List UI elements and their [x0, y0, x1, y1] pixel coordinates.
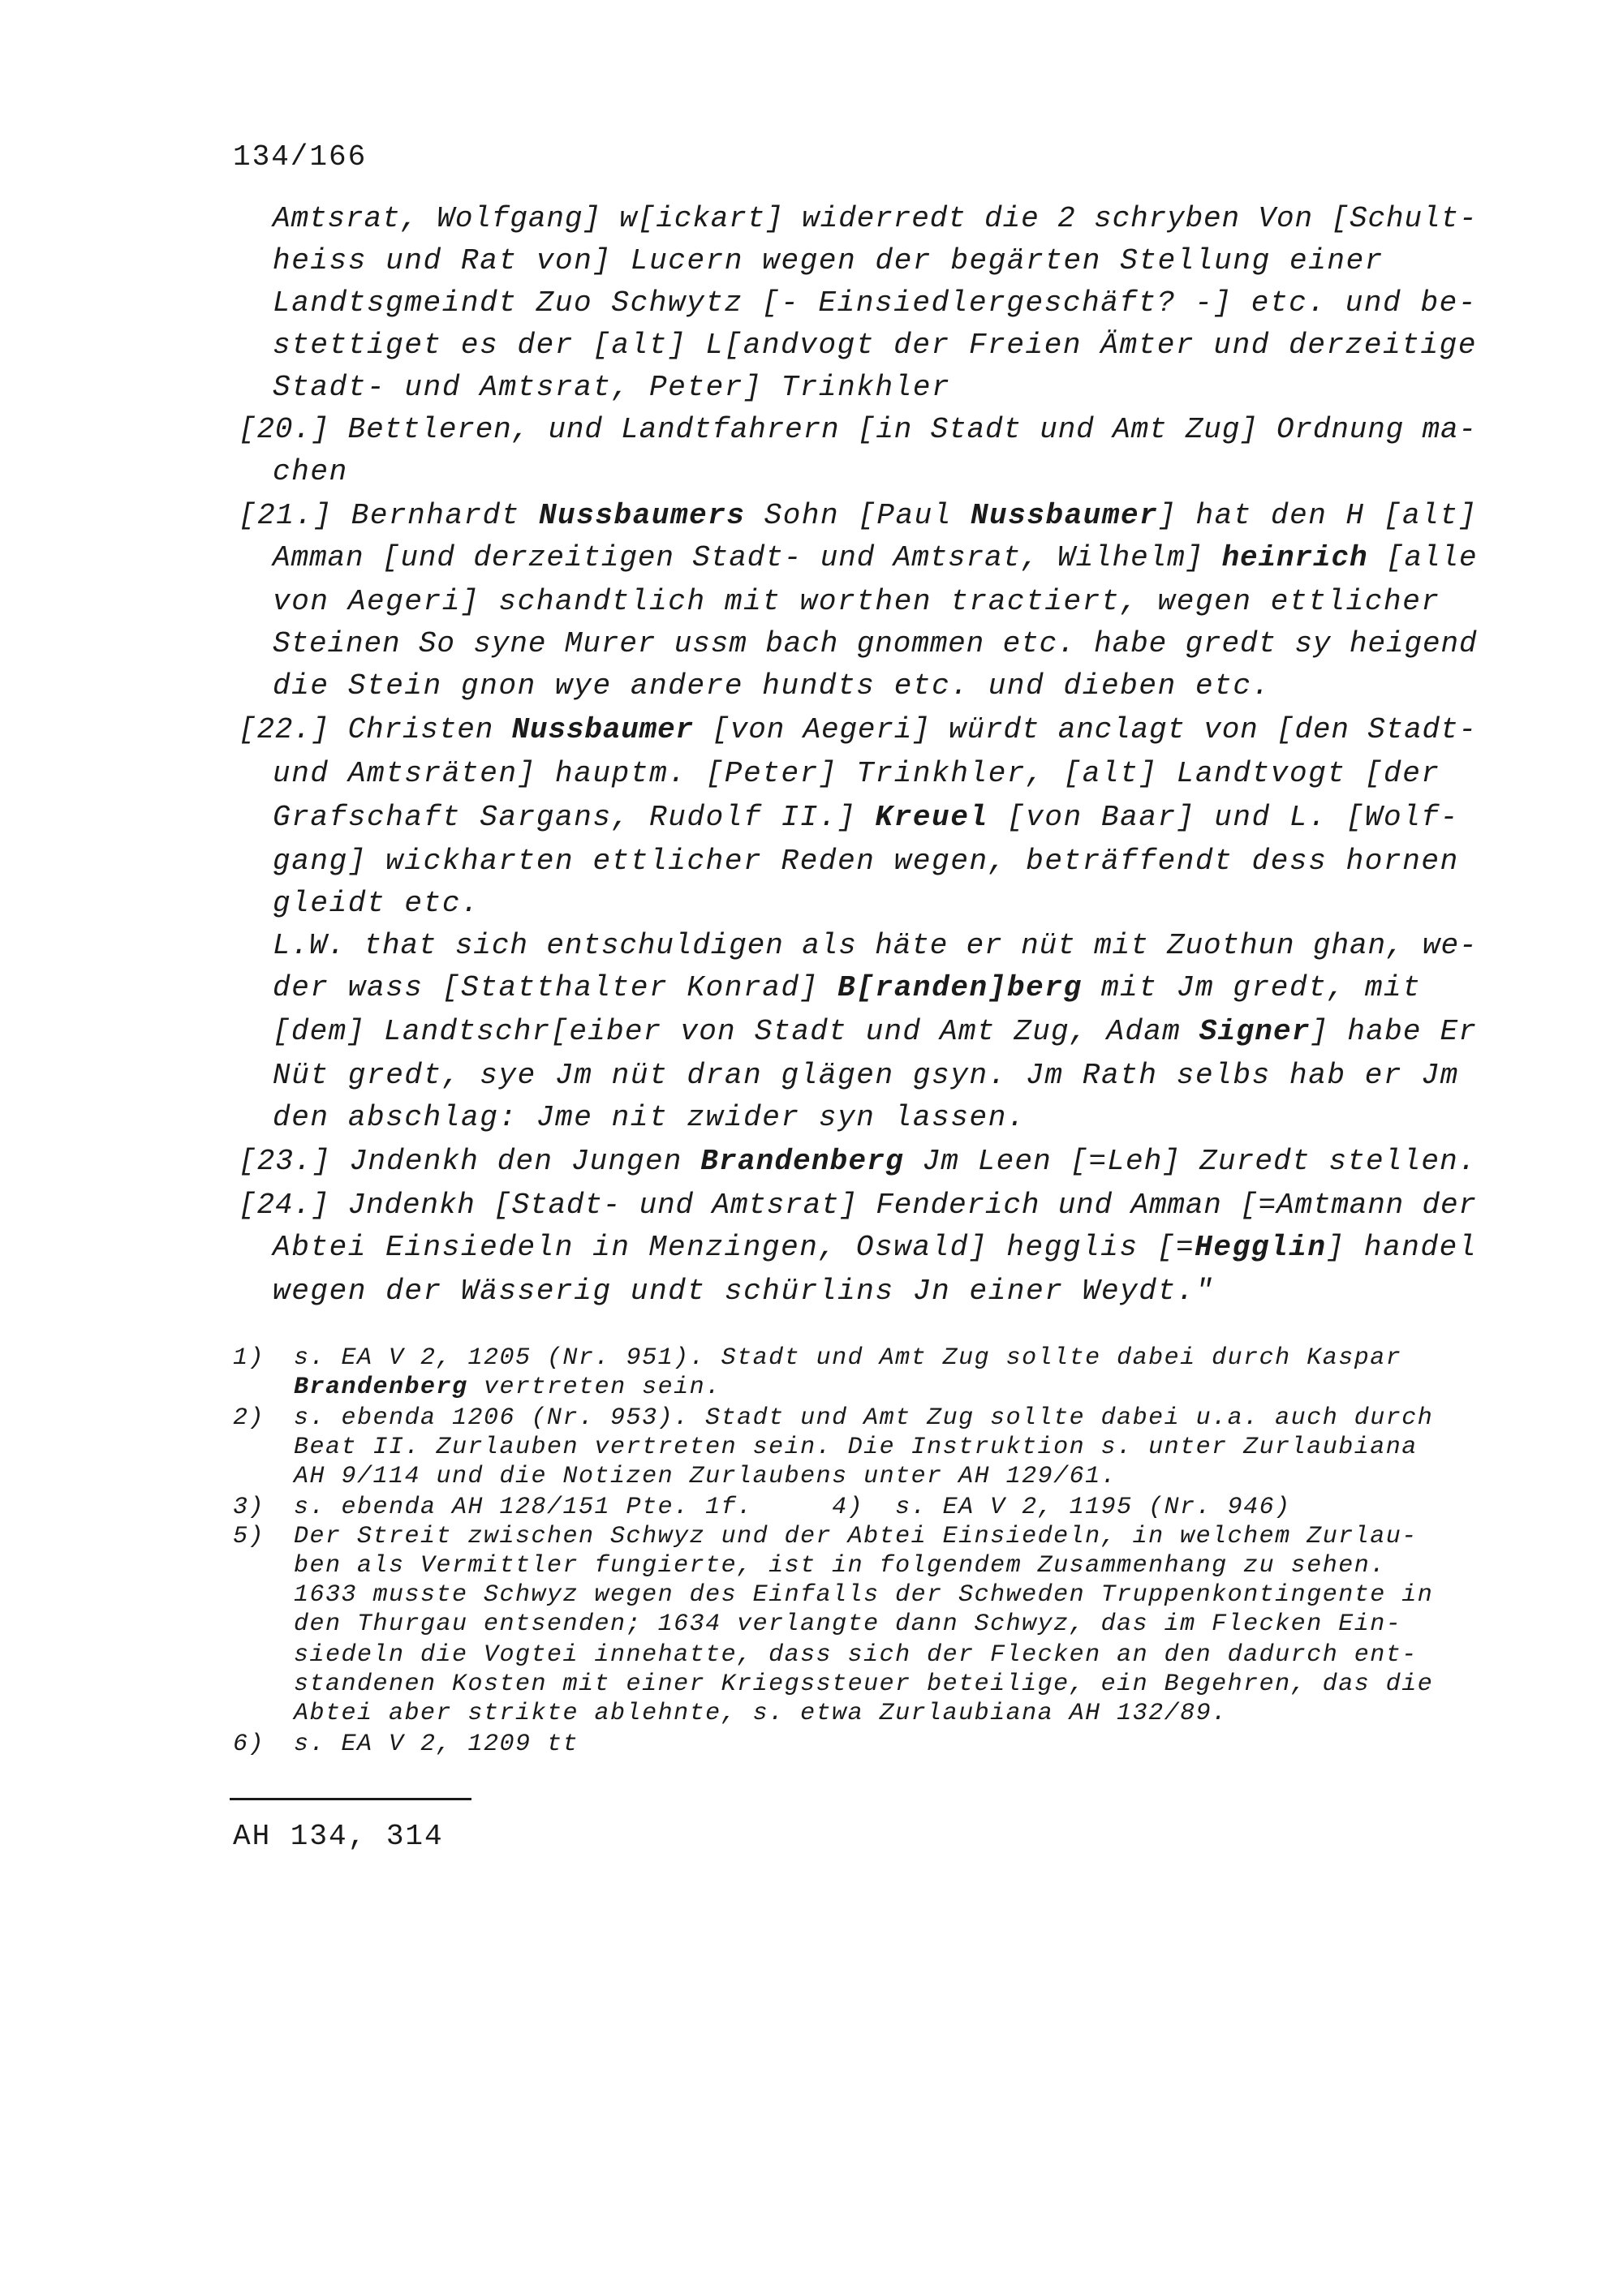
- text-segment: [20.] Bettleren, und Landtfahrern [in Stadt und Amt Zug] Ordnung ma-: [239, 413, 1477, 446]
- text-segment: [23.] Jndenkh den Jungen: [239, 1145, 701, 1178]
- footnote-marker: 1): [233, 1344, 265, 1372]
- text-line: [273, 539, 1477, 578]
- person-name: Nussbaumer: [511, 713, 694, 746]
- text-segment: gang] wickharten ettlicher Reden wegen, beträffendt dess hornen: [273, 845, 1459, 878]
- text-segment: Grafschaft Sargans, Rudolf II.]: [273, 801, 876, 834]
- person-name: Nussbaumer: [971, 499, 1159, 532]
- footnote-line: [294, 1610, 1401, 1639]
- text-line: [273, 798, 1459, 837]
- archive-reference: AH 134, 314: [233, 1820, 444, 1853]
- text-segment: s. EA V 2, 1209 tt: [294, 1731, 579, 1758]
- text-segment: Nüt gredt, sye Jm nüt dran glägen gsyn. Jm Rath selbs hab er Jm: [273, 1059, 1459, 1092]
- text-segment: ] hat den H [alt]: [1158, 499, 1478, 532]
- text-segment: der wass [Statthalter Konrad]: [273, 971, 838, 1004]
- text-segment: vertreten sein.: [467, 1374, 721, 1401]
- text-segment: standenen Kosten mit einer Kriegssteuer beteilige, ein Begehren, das die: [294, 1670, 1434, 1698]
- text-segment: gleidt etc.: [273, 887, 480, 920]
- text-segment: AH 9/114 und die Notizen Zurlaubens unter AH 129/61.: [294, 1463, 1117, 1490]
- footnote-line: [294, 1730, 579, 1759]
- person-name: Signer: [1199, 1015, 1311, 1048]
- text-segment: ben als Vermittler fungierte, ist in folgendem Zusammenhang zu sehen.: [294, 1552, 1386, 1580]
- text-line: [239, 1186, 1477, 1225]
- person-name: Hegglin: [1195, 1231, 1327, 1264]
- text-segment: Landtsgmeindt Zuo Schwytz [- Einsiedlergeschäft? -] etc. und be-: [273, 286, 1478, 320]
- text-segment: Abtei aber strikte ablehnte, s. etwa Zurlaubiana AH 132/89.: [294, 1700, 1228, 1727]
- text-segment: [alle: [1367, 541, 1478, 574]
- text-segment: [22.] Christen: [239, 713, 512, 746]
- text-line: [239, 1142, 1477, 1181]
- text-segment: [21.] Bernhardt: [239, 499, 540, 532]
- person-name: Nussbaumers: [539, 499, 746, 532]
- text-segment: Sohn [Paul: [745, 499, 971, 532]
- person-name: B[randen]berg: [837, 971, 1083, 1004]
- text-segment: heiss und Rat von] Lucern wegen der begärten Stellung einer: [273, 244, 1384, 277]
- footnote-divider: [230, 1798, 471, 1800]
- footnote-line: [294, 1373, 721, 1402]
- text-line: [273, 842, 1459, 881]
- text-segment: Der Streit zwischen Schwyz und der Abtei Einsiedeln, in welchem Zurlau-: [294, 1523, 1418, 1550]
- text-segment: s. ebenda AH 128/151 Pte. 1f. 4) s. EA V 2, 1195 (Nr. 946): [294, 1494, 1291, 1521]
- footnote-line: [294, 1462, 1117, 1491]
- footnote-line: [294, 1551, 1386, 1580]
- text-segment: Amman [und derzeitigen Stadt- und Amtsrat, Wilhelm]: [273, 541, 1222, 574]
- footnote-line: [294, 1493, 1291, 1522]
- text-line: [273, 368, 950, 407]
- text-segment: von Aegeri] schandtlich mit worthen tractiert, wegen ettlicher: [273, 585, 1440, 618]
- footnote-line: [294, 1580, 1433, 1610]
- person-name: Brandenberg: [700, 1145, 904, 1178]
- text-segment: Beat II. Zurlauben vertreten sein. Die Instruktion s. unter Zurlaubiana: [294, 1434, 1418, 1461]
- text-segment: stettiget es der [alt] L[andvogt der Freien Ämter und derzeitige: [273, 329, 1478, 362]
- text-segment: ] handel: [1326, 1231, 1478, 1264]
- text-segment: chen: [273, 455, 348, 488]
- text-line: [273, 200, 1477, 239]
- text-segment: ] habe Er: [1310, 1015, 1478, 1048]
- footnote-marker: 3): [233, 1494, 265, 1521]
- text-line: [273, 625, 1477, 664]
- text-segment: wegen der Wässerig undt schürlins Jn einer Weydt.": [273, 1275, 1215, 1308]
- footnote-line: [294, 1640, 1418, 1670]
- text-line: [273, 927, 1477, 965]
- footnote-line: [294, 1699, 1228, 1728]
- text-segment: [24.] Jndenkh [Stadt- und Amtsrat] Fenderich und Amman [=Amtmann der: [239, 1189, 1477, 1222]
- text-segment: [dem] Landtschr[eiber von Stadt und Amt Zug, Adam: [273, 1015, 1199, 1048]
- footnote-marker: 6): [233, 1731, 265, 1758]
- text-segment: Stadt- und Amtsrat, Peter] Trinkhler: [273, 371, 951, 404]
- text-line: [239, 711, 1477, 750]
- text-line: [273, 453, 348, 492]
- text-segment: siedeln die Vogtei innehatte, dass sich der Flecken an den dadurch ent-: [294, 1641, 1418, 1669]
- text-line: [273, 1013, 1477, 1051]
- footnote-line: [294, 1670, 1433, 1699]
- text-line: [273, 1099, 1026, 1137]
- text-line: [273, 969, 1421, 1008]
- text-line: [273, 284, 1477, 323]
- text-line: [273, 326, 1477, 365]
- text-segment: 1633 musste Schwyz wegen des Einfalls der Schweden Truppenkontingente in: [294, 1581, 1434, 1609]
- text-segment: Amtsrat, Wolfgang] w[ickart] widerredt die 2 schryben Von [Schult-: [273, 202, 1478, 235]
- page-number: 134/166: [233, 140, 368, 174]
- text-segment: mit Jm gredt, mit: [1082, 971, 1422, 1004]
- person-name: Kreuel: [875, 801, 988, 834]
- text-segment: die Stein gnon wye andere hundts etc. und dieben etc.: [273, 669, 1271, 703]
- footnote-line: [294, 1522, 1418, 1551]
- text-segment: den Thurgau entsenden; 1634 verlangte dann Schwyz, das im Flecken Ein-: [294, 1610, 1402, 1638]
- text-line: [273, 583, 1440, 621]
- text-segment: und Amtsräten] hauptm. [Peter] Trinkhler, [alt] Landtvogt [der: [273, 757, 1440, 790]
- text-line: [239, 497, 1477, 535]
- text-segment: Abtei Einsiedeln in Menzingen, Oswald] hegglis [=: [273, 1231, 1195, 1264]
- footnote-line: [294, 1344, 1401, 1373]
- text-segment: Steinen So syne Murer ussm bach gnommen etc. habe gredt sy heigend: [273, 627, 1478, 660]
- footnote-line: [294, 1433, 1418, 1462]
- text-segment: Jm Leen [=Leh] Zuredt stellen.: [903, 1145, 1477, 1178]
- footnote-marker: 2): [233, 1404, 265, 1432]
- text-line: [273, 1228, 1477, 1267]
- text-line: [273, 242, 1384, 281]
- text-segment: s. ebenda 1206 (Nr. 953). Stadt und Amt Zug sollte dabei u.a. auch durch: [294, 1404, 1434, 1432]
- footnote-line: [294, 1404, 1433, 1433]
- person-name: heinrich: [1221, 541, 1368, 574]
- text-segment: L.W. that sich entschuldigen als häte er nüt mit Zuothun ghan, we-: [273, 929, 1478, 962]
- text-line: [239, 411, 1477, 449]
- text-line: [273, 755, 1440, 793]
- text-line: [273, 1272, 1214, 1311]
- text-segment: s. EA V 2, 1205 (Nr. 951). Stadt und Amt Zug sollte dabei durch Kaspar: [294, 1344, 1402, 1372]
- text-segment: [von Baar] und L. [Wolf-: [988, 801, 1459, 834]
- text-line: [273, 1056, 1459, 1095]
- person-name: Brandenberg: [294, 1374, 468, 1401]
- text-line: [273, 667, 1271, 706]
- text-segment: den abschlag: Jme nit zwider syn lassen.: [273, 1101, 1027, 1134]
- footnote-marker: 5): [233, 1523, 265, 1550]
- text-segment: [von Aegeri] würdt anclagt von [den Stadt-: [693, 713, 1477, 746]
- text-line: [273, 884, 480, 923]
